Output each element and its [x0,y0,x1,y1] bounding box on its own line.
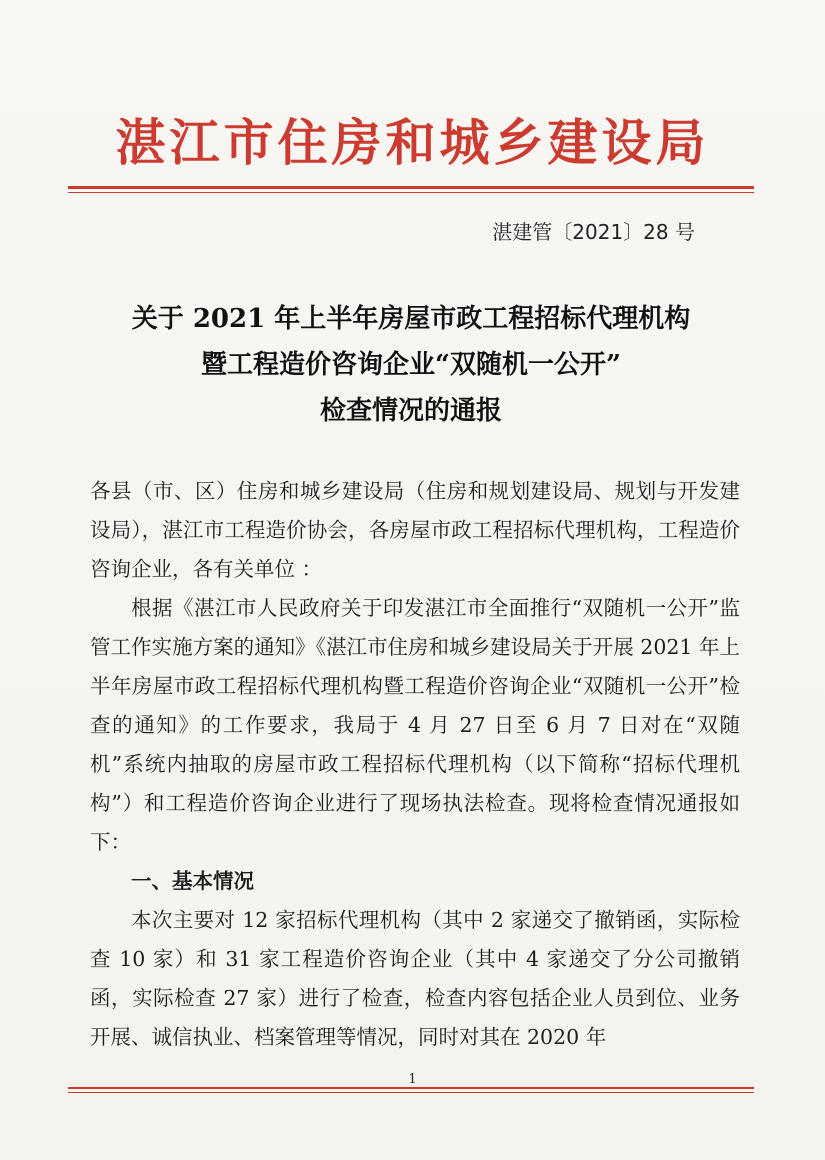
body-paragraph-1: 根据《湛江市人民政府关于印发湛江市全面推行“双随机一公开”监管工作实施方案的通知》《湛江市住房和城乡建设局关于开展 2021 年上半年房屋市政工程招标代理机构暨工程造价咨询企业“双随机一公开”检查的通知》的工作要求，我局于 4 月 27 日至 6 月 7 日对在“双随机”系统内抽取的房屋市政工程招标代理机构（以下简称“招标代理机构”）和工程造价咨询企业进行了现场执法检查。现将检查情况通报如下： [90,596,740,854]
title-line-1: 关于 2021 年上半年房屋市政工程招标代理机构 [131,304,691,334]
document-number: 湛建管〔2021〕28 号 [492,220,695,244]
body-paragraph-2: 本次主要对 12 家招标代理机构（其中 2 家递交了撤销函，实际检查 10 家）和 31 家工程造价咨询企业（其中 4 家递交了分公司撤销函，实际检查 27 家）进行了检查，检查内容包括企业人员到位、业务开展、诚信执业、档案管理等情况，同时对其在 2020 年 [90,908,740,1049]
addressee-paragraph: 各县（市、区）住房和城乡建设局（住房和规划建设局、规划与开发建设局），湛江市工程造价协会，各房屋市政工程招标代理机构，工程造价咨询企业，各有关单位 ： [90,479,740,581]
page-number: 1 [408,1072,417,1087]
document-body [90,472,740,1057]
header-red-rule-thick [68,186,754,189]
footer-red-rule-thick [68,1087,754,1089]
issuing-authority-header: 湛江市住房和城乡建设局 [115,114,710,172]
section-heading-basic-situation: 一、基本情况 [131,869,254,893]
footer-red-rule-thin [68,1092,754,1093]
document-title [68,296,754,434]
title-line-2: 暨工程造价咨询企业“双随机一公开” [201,350,621,380]
title-line-3: 检查情况的通报 [319,396,502,426]
header-red-rule-thin [68,192,754,193]
